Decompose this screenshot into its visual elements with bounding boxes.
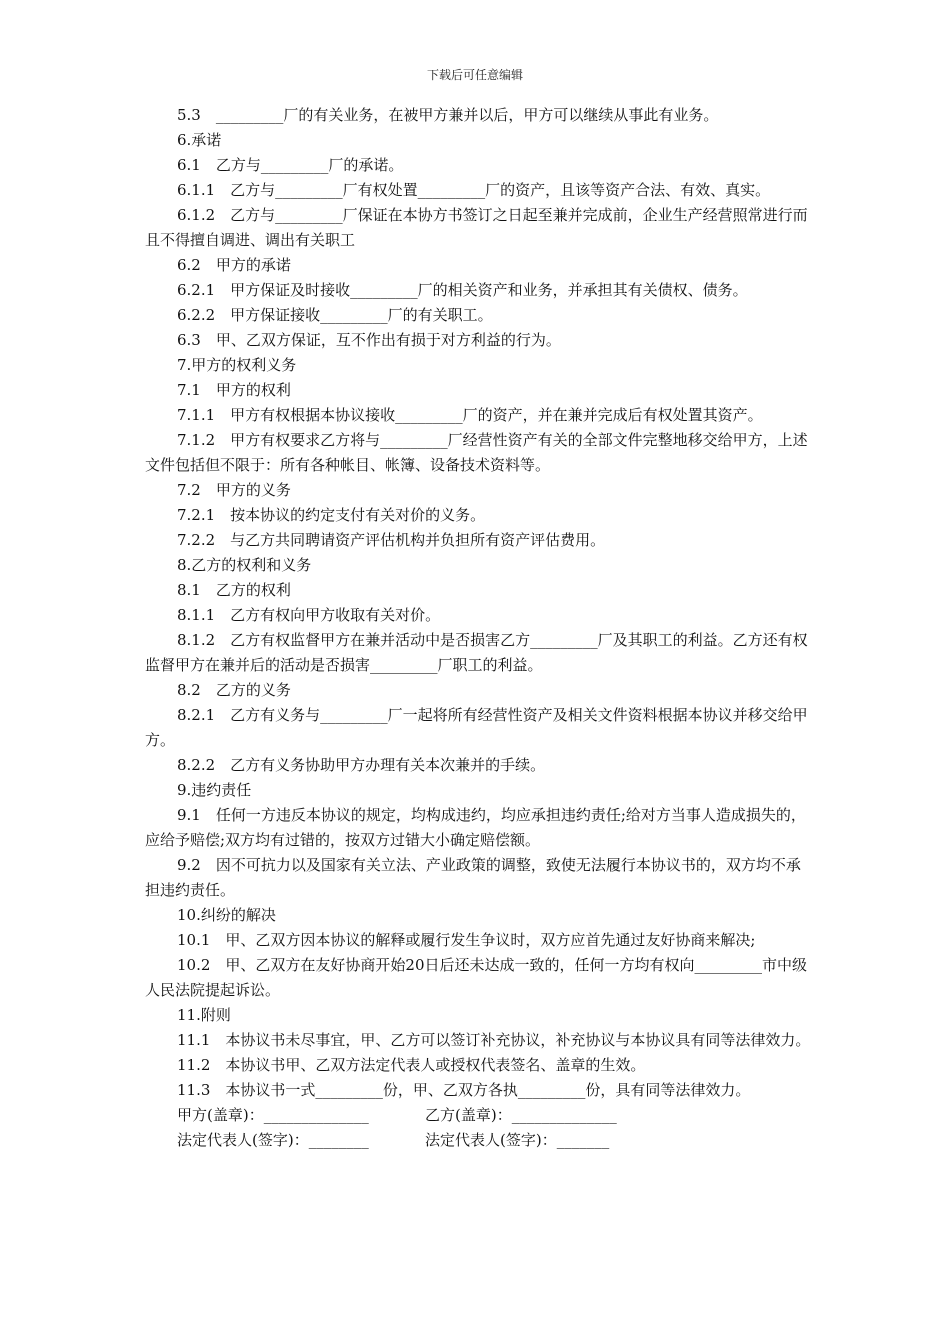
representative-line <box>145 1128 813 1153</box>
clause-7-2-2: 7.2.2 与乙方共同聘请资产评估机构并负担所有资产评估费用。 <box>177 531 606 549</box>
clause-10-1: 10.1 甲、乙双方因本协议的解释或履行发生争议时，双方应首先通过友好协商来解决; <box>177 931 756 949</box>
seal-line <box>145 1103 813 1128</box>
clause-6-2-1: 6.2.1 甲方保证及时接收_________厂的相关资产和业务，并承担其有关债权、债务。 <box>177 281 748 299</box>
clause-7-1: 7.1 甲方的权利 <box>177 381 291 399</box>
clause-9-1: 9.1 任何一方违反本协议的规定，均构成违约，均应承担违约责任;给对方当事人造成损失的，应给予赔偿;双方均有过错的，按双方过错大小确定赔偿额。 <box>145 806 806 849</box>
section-6-heading: 6.承诺 <box>177 131 222 149</box>
section-8-heading: 8.乙方的权利和义务 <box>177 556 312 574</box>
section-10-heading: 10.纠纷的解决 <box>177 906 276 924</box>
clause-8-1: 8.1 乙方的权利 <box>177 581 291 599</box>
section-9-heading: 9.违约责任 <box>177 781 252 799</box>
party-b-seal: 乙方(盖章)：______________ <box>425 1106 617 1124</box>
clause-6-1-1: 6.1.1 乙方与_________厂有权处置_________厂的资产，且该等资产合法、有效、真实。 <box>177 181 771 199</box>
party-a-seal: 甲方(盖章)：______________ <box>177 1106 369 1124</box>
clause-7-2-1: 7.2.1 按本协议的约定支付有关对价的义务。 <box>177 506 486 524</box>
party-a-representative: 法定代表人(签字)：________ <box>177 1131 369 1149</box>
clause-6-1-2: 6.1.2 乙方与_________厂保证在本协方书签订之日起至兼并完成前，企业生产经营照常进行而且不得擅自调进、调出有关职工 <box>145 206 808 249</box>
clause-9-2: 9.2 因不可抗力以及国家有关立法、产业政策的调整，致使无法履行本协议书的，双方均不承担违约责任。 <box>145 856 801 899</box>
clause-7-1-1: 7.1.1 甲方有权根据本协议接收_________厂的资产，并在兼并完成后有权处置其资产。 <box>177 406 763 424</box>
page-header: 下载后可任意编辑 <box>426 68 523 82</box>
party-b-representative: 法定代表人(签字)：_______ <box>425 1131 610 1149</box>
clause-8-2: 8.2 乙方的义务 <box>177 681 291 699</box>
clause-6-2: 6.2 甲方的承诺 <box>177 256 291 274</box>
agreement-body <box>145 103 813 1153</box>
clause-6-2-2: 6.2.2 甲方保证接收_________厂的有关职工。 <box>177 306 493 324</box>
section-11-heading: 11.附则 <box>177 1006 231 1024</box>
clause-8-2-2: 8.2.2 乙方有义务协助甲方办理有关本次兼并的手续。 <box>177 756 546 774</box>
clause-8-1-2: 8.1.2 乙方有权监督甲方在兼并活动中是否损害乙方_________厂及其职工的利益。乙方还有权监督甲方在兼并后的活动是否损害_________厂职工的利益。 <box>145 631 808 674</box>
section-7-heading: 7.甲方的权利义务 <box>177 356 297 374</box>
clause-10-2: 10.2 甲、乙双方在友好协商开始20日后还未达成一致的，任何一方均有权向_________市中级人民法院提起诉讼。 <box>145 956 807 999</box>
clause-6-1: 6.1 乙方与_________厂的承诺。 <box>177 156 404 174</box>
clause-7-2: 7.2 甲方的义务 <box>177 481 291 499</box>
clause-8-2-1: 8.2.1 乙方有义务与_________厂一起将所有经营性资产及相关文件资料根据本协议并移交给甲方。 <box>145 706 808 749</box>
clause-7-1-2: 7.1.2 甲方有权要求乙方将与_________厂经营性资产有关的全部文件完整地移交给甲方，上述文件包括但不限于：所有各种帐目、帐簿、设备技术资料等。 <box>145 431 808 474</box>
clause-6-3: 6.3 甲、乙双方保证，互不作出有损于对方利益的行为。 <box>177 331 561 349</box>
clause-11-3: 11.3 本协议书一式_________份，甲、乙双方各执_________份，具有同等法律效力。 <box>177 1081 751 1099</box>
clause-11-2: 11.2 本协议书甲、乙双方法定代表人或授权代表签名、盖章的生效。 <box>177 1056 646 1074</box>
clause-11-1: 11.1 本协议书未尽事宜，甲、乙方可以签订补充协议，补充协议与本协议具有同等法律效力。 <box>177 1031 811 1049</box>
clause-8-1-1: 8.1.1 乙方有权向甲方收取有关对价。 <box>177 606 441 624</box>
clause-5-3: 5.3 _________厂的有关业务，在被甲方兼并以后，甲方可以继续从事此有业务。 <box>177 106 719 124</box>
